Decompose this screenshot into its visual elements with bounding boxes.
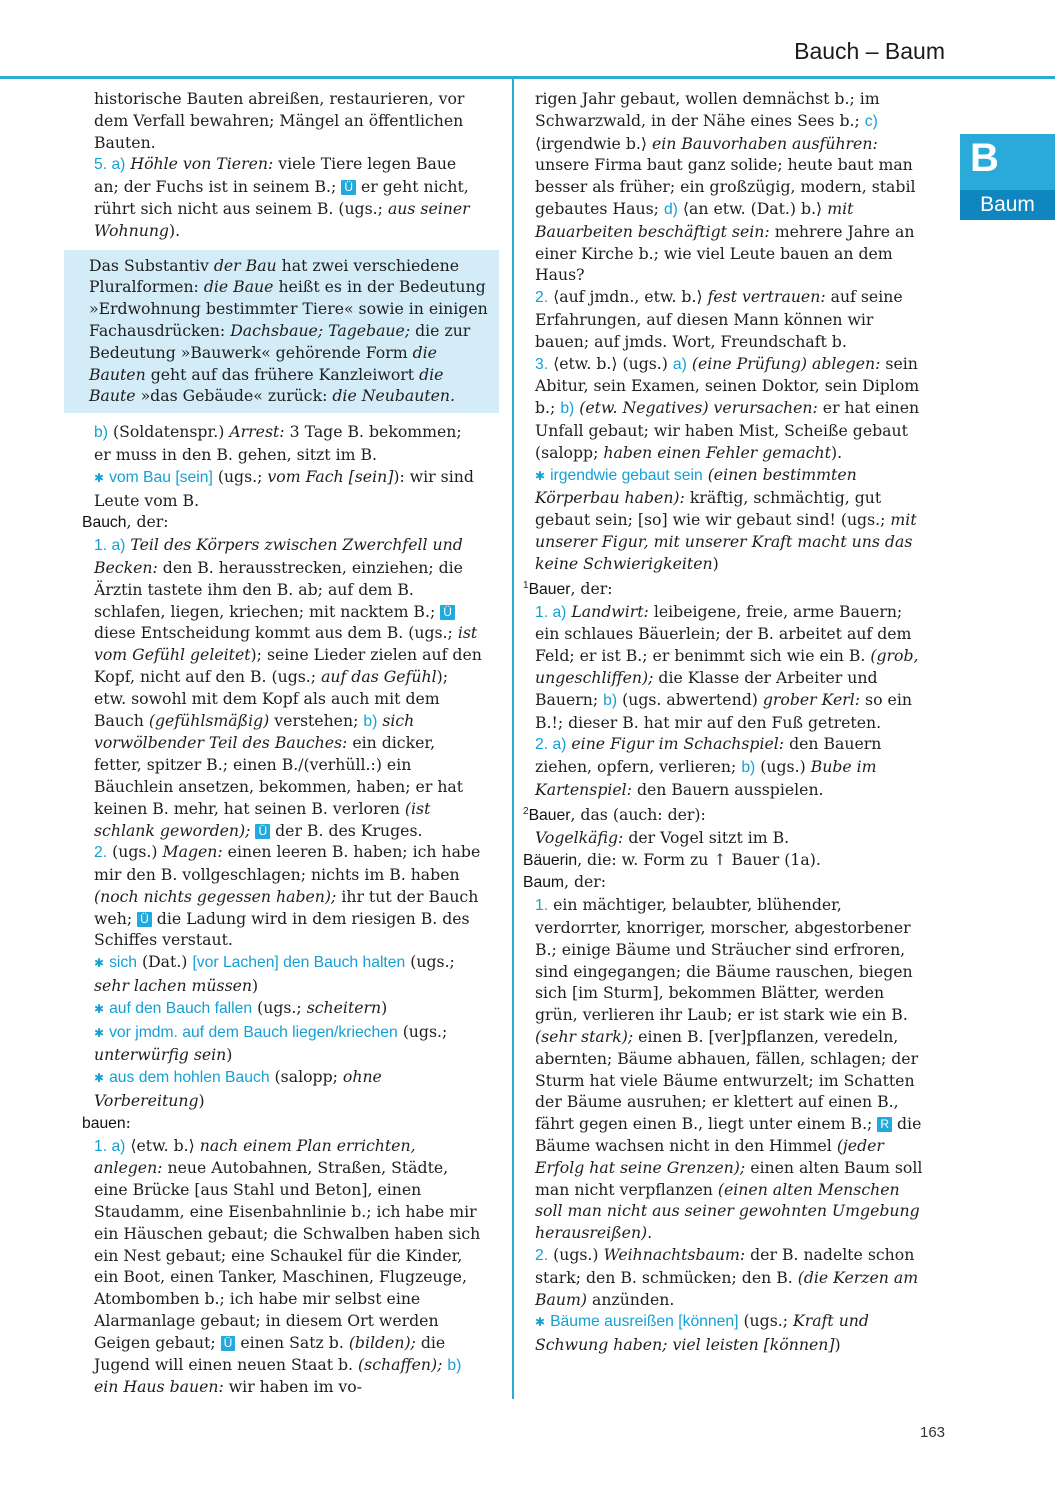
entry-baum: 1. ein mächtiger, belaubter, blühender, verdorrter, knorriger, morscher, abgestorbener B.; einige Bäume und Sträucher sind erfroren, sind eingegangen; die Bäume rauschen, biegen sich [im Sturm], bekommen Blätter, werden grün, verlieren ihr Laub; er ist stark wie ein B. (sehr stark); einen B. [ver]pflanzen, veredeln, abernten; Bäume abhauen, fällen, schlagen; der Sturm hat viele Bäume entwurzelt; im Schatten der Bäume ausruhen; er klettert auf einen B., fährt gegen einen B., liegt unter einem B.; R die Bäume wachsen nicht in den Himmel (jeder Erfolg hat seine Grenzen); einen alten Baum soll man nicht verpflanzen (einen alten Menschen soll man nicht aus seiner gewohnten Umgebung herausreißen). 2. (ugs.) Weihnachtsbaum: der B. nadelte schon stark; den B. schmücken; den B. (die Kerzen am Baum) anzünden. ✱ Bäume ausreißen [können] (ugs.; Kraft und Schwung haben; viel leisten [können]): [535, 895, 923, 1355]
headword-bauer-1: $^1$Bauer, der:: [523, 578, 613, 598]
entry-bau-5b: b) (Soldatenspr.) Arrest: 3 Tage B. bekommen; er muss in den B. gehen, sitzt im B. ✱ vom Bau [sein] (ugs.; vom Fach [sein]): wir sind Leute vom B.: [94, 422, 474, 510]
idiom-star-icon: ✱: [94, 470, 105, 485]
entry-bau-continued: historische Bauten abreißen, restaurieren, vor dem Verfall bewahren; Mängel an öffentlichen Bauten. 5. a) Höhle von Tieren: viele Tiere legen Baue an; der Fuchs ist in seinem B.; Ü er geht nicht, rührt sich nicht aus seinem B. (ugs.; aus seiner Wohnung).: [94, 89, 470, 240]
page-header-title: Bauch – Baum: [794, 38, 945, 64]
rule-marker-icon: R: [877, 1117, 892, 1132]
entry-bauer-1: 1. a) Landwirt: leibeigene, freie, arme Bauern; ein schlaues Bäuerlein; der B. arbeitet auf dem Feld; er ist B.; er benimmt sich wie ein B. (grob, ungeschliffen); die Klasse der Arbeiter und Bauern; b) (ugs. abwertend) grober Kerl: so ein B.!; dieser B. hat mir auf den Fuß getreten. 2. a) eine Figur im Schachspiel: den Bauern ziehen, opfern, verlieren; b) (ugs.) Bube im Kartenspiel: den Bauern ausspielen.: [535, 601, 919, 799]
thumb-index-tab[interactable]: [960, 134, 1055, 220]
headword-bauer-2: $^2$Bauer, das (auch: der):: [523, 804, 706, 824]
page-number: 163: [920, 1424, 946, 1441]
headword-bauch: Bauch, der:: [82, 512, 169, 532]
idiom-star-icon: ✱: [94, 956, 105, 971]
idiom-star-icon: ✱: [94, 1025, 105, 1040]
headword-baum: Baum, der:: [523, 872, 607, 892]
thumb-word: Baum: [960, 190, 1055, 220]
thumb-letter: B: [970, 136, 999, 180]
usage-marker-icon: Ü: [255, 824, 270, 839]
idiom-star-icon: ✱: [94, 1071, 105, 1086]
entry-bauen-continued: rigen Jahr gebaut, wollen demnächst b.; im Schwarzwald, in der Nähe eines Sees b.; c) ⟨irgendwie b.⟩ ein Bauvorhaben ausführen: unsere Firma baut ganz solide; heute baut man besser als früher; ein großzügig, modern, stabil gebautes Haus; d) ⟨an etw. (Dat.) b.⟩ mit Bauarbeiten beschäftigt sein: mehrere Jahre an einer Kirche b.; wie viel Leute bauen an dem Haus? 2. ⟨auf jmdn., etw. b.⟩ fest vertrauen: auf seine Erfahrungen, auf diesen Mann können wir bauen; auf jmds. Wort, Freundschaft b. 3. ⟨etw. b.⟩ (ugs.) a) (eine Prüfung) ablegen: sein Abitur, sein Examen, seinen Doktor, sein Diplom b.; b) (etw. Negatives) verursachen: er hat einen Unfall gebaut; wir haben Mist, Scheiße gebaut (salopp; haben einen Fehler gemacht). ✱ irgendwie gebaut sein (einen bestimmten Körperbau haben): kräftig, schmächtig, gut gebaut sein; [so] wie wir gebaut sind! (ugs.; mit unserer Figur, mit unserer Kraft macht uns das keine Schwierigkeiten): [535, 89, 920, 573]
column-divider: [512, 79, 514, 1399]
usage-marker-icon: Ü: [341, 180, 356, 195]
entry-bauer-2: Vogelkäfig: der Vogel sitzt im B.: [535, 827, 790, 847]
idiom-star-icon: ✱: [94, 1001, 105, 1016]
info-box-plural: Das Substantiv der Bau hat zwei verschiedene Pluralformen: die Baue heißt es in der Bedeutung »Erdwohnung bestimmter Tiere« sowie in einigen Fachausdrücken: Dachsbaue; Tagebaue; die zur Bedeutung »Bauwerk« gehörende Form die Bauten geht auf das frühere Kanzleiwort die Baute »das Gebäude« zurück: die Neubauten.: [64, 250, 499, 414]
usage-marker-icon: Ü: [137, 912, 152, 927]
entry-bauch: 1. a) Teil des Körpers zwischen Zwerchfell und Becken: den B. herausstrecken, einziehen; die Ärztin tastete ihm den B. ab; auf dem B. schlafen, liegen, kriechen; mit nacktem B.; Ü diese Entscheidung kommt aus dem B. (ugs.; ist vom Gefühl geleitet); seine Lieder zielen auf den Kopf, nicht auf den B. (ugs.; auf das Gefühl); etw. sowohl mit dem Kopf als auch mit dem Bauch (gefühlsmäßig) verstehen; b) sich vorwölbender Teil des Bauches: ein dicker, fetter, spitzer B.; einen B./(verhüll.:) ein Bäuchlein ansetzen, bekommen, haben; er hat keinen B. mehr, hat seinen B. verloren (ist schlank geworden); Ü der B. des Kruges. 2. (ugs.) Magen: einen leeren B. haben; ich habe mir den B. vollgeschlagen; nichts im B. haben (noch nichts gegessen haben); ihr tut der Bauch weh; Ü die Ladung wird in dem riesigen B. des Schiffes verstaut. ✱ sich (Dat.) [vor Lachen] den Bauch halten (ugs.; sehr lachen müssen) ✱ auf den Bauch fallen (ugs.; scheitern) ✱ vor jmdm. auf dem Bauch liegen/kriechen (ugs.; unterwürfig sein) ✱ aus dem hohlen Bauch (salopp; ohne Vorbereitung): [94, 535, 482, 1111]
headword-bauen: bauen:: [82, 1112, 131, 1132]
usage-marker-icon: Ü: [440, 605, 455, 620]
header-rule: [0, 76, 1055, 79]
idiom-star-icon: ✱: [535, 1315, 546, 1330]
entry-bauen: 1. a) ⟨etw. b.⟩ nach einem Plan errichten, anlegen: neue Autobahnen, Straßen, Städte, eine Brücke [aus Stahl und Beton], einen Staudamm, eine Eisenbahnlinie b.; ich habe mir ein Häuschen gebaut; die Schwalben haben sich ein Nest gebaut; eine Schaukel für die Kinder, ein Boot, einen Tanker, Maschinen, Flugzeuge, Atombomben b.; ich habe mir selbst eine Alarmanlage gebaut; in diesem Ort werden Geigen gebaut; Ü einen Satz b. (bilden); die Jugend will einen neuen Staat b. (schaffen); b) ein Haus bauen: wir haben im vo-: [94, 1135, 481, 1397]
left-column: [82, 88, 488, 1398]
usage-marker-icon: Ü: [221, 1336, 236, 1351]
headword-baeuerin: Bäuerin, die: w. Form zu ↑ Bauer (1a).: [523, 849, 821, 869]
idiom-star-icon: ✱: [535, 468, 546, 483]
right-column: [523, 88, 925, 1356]
